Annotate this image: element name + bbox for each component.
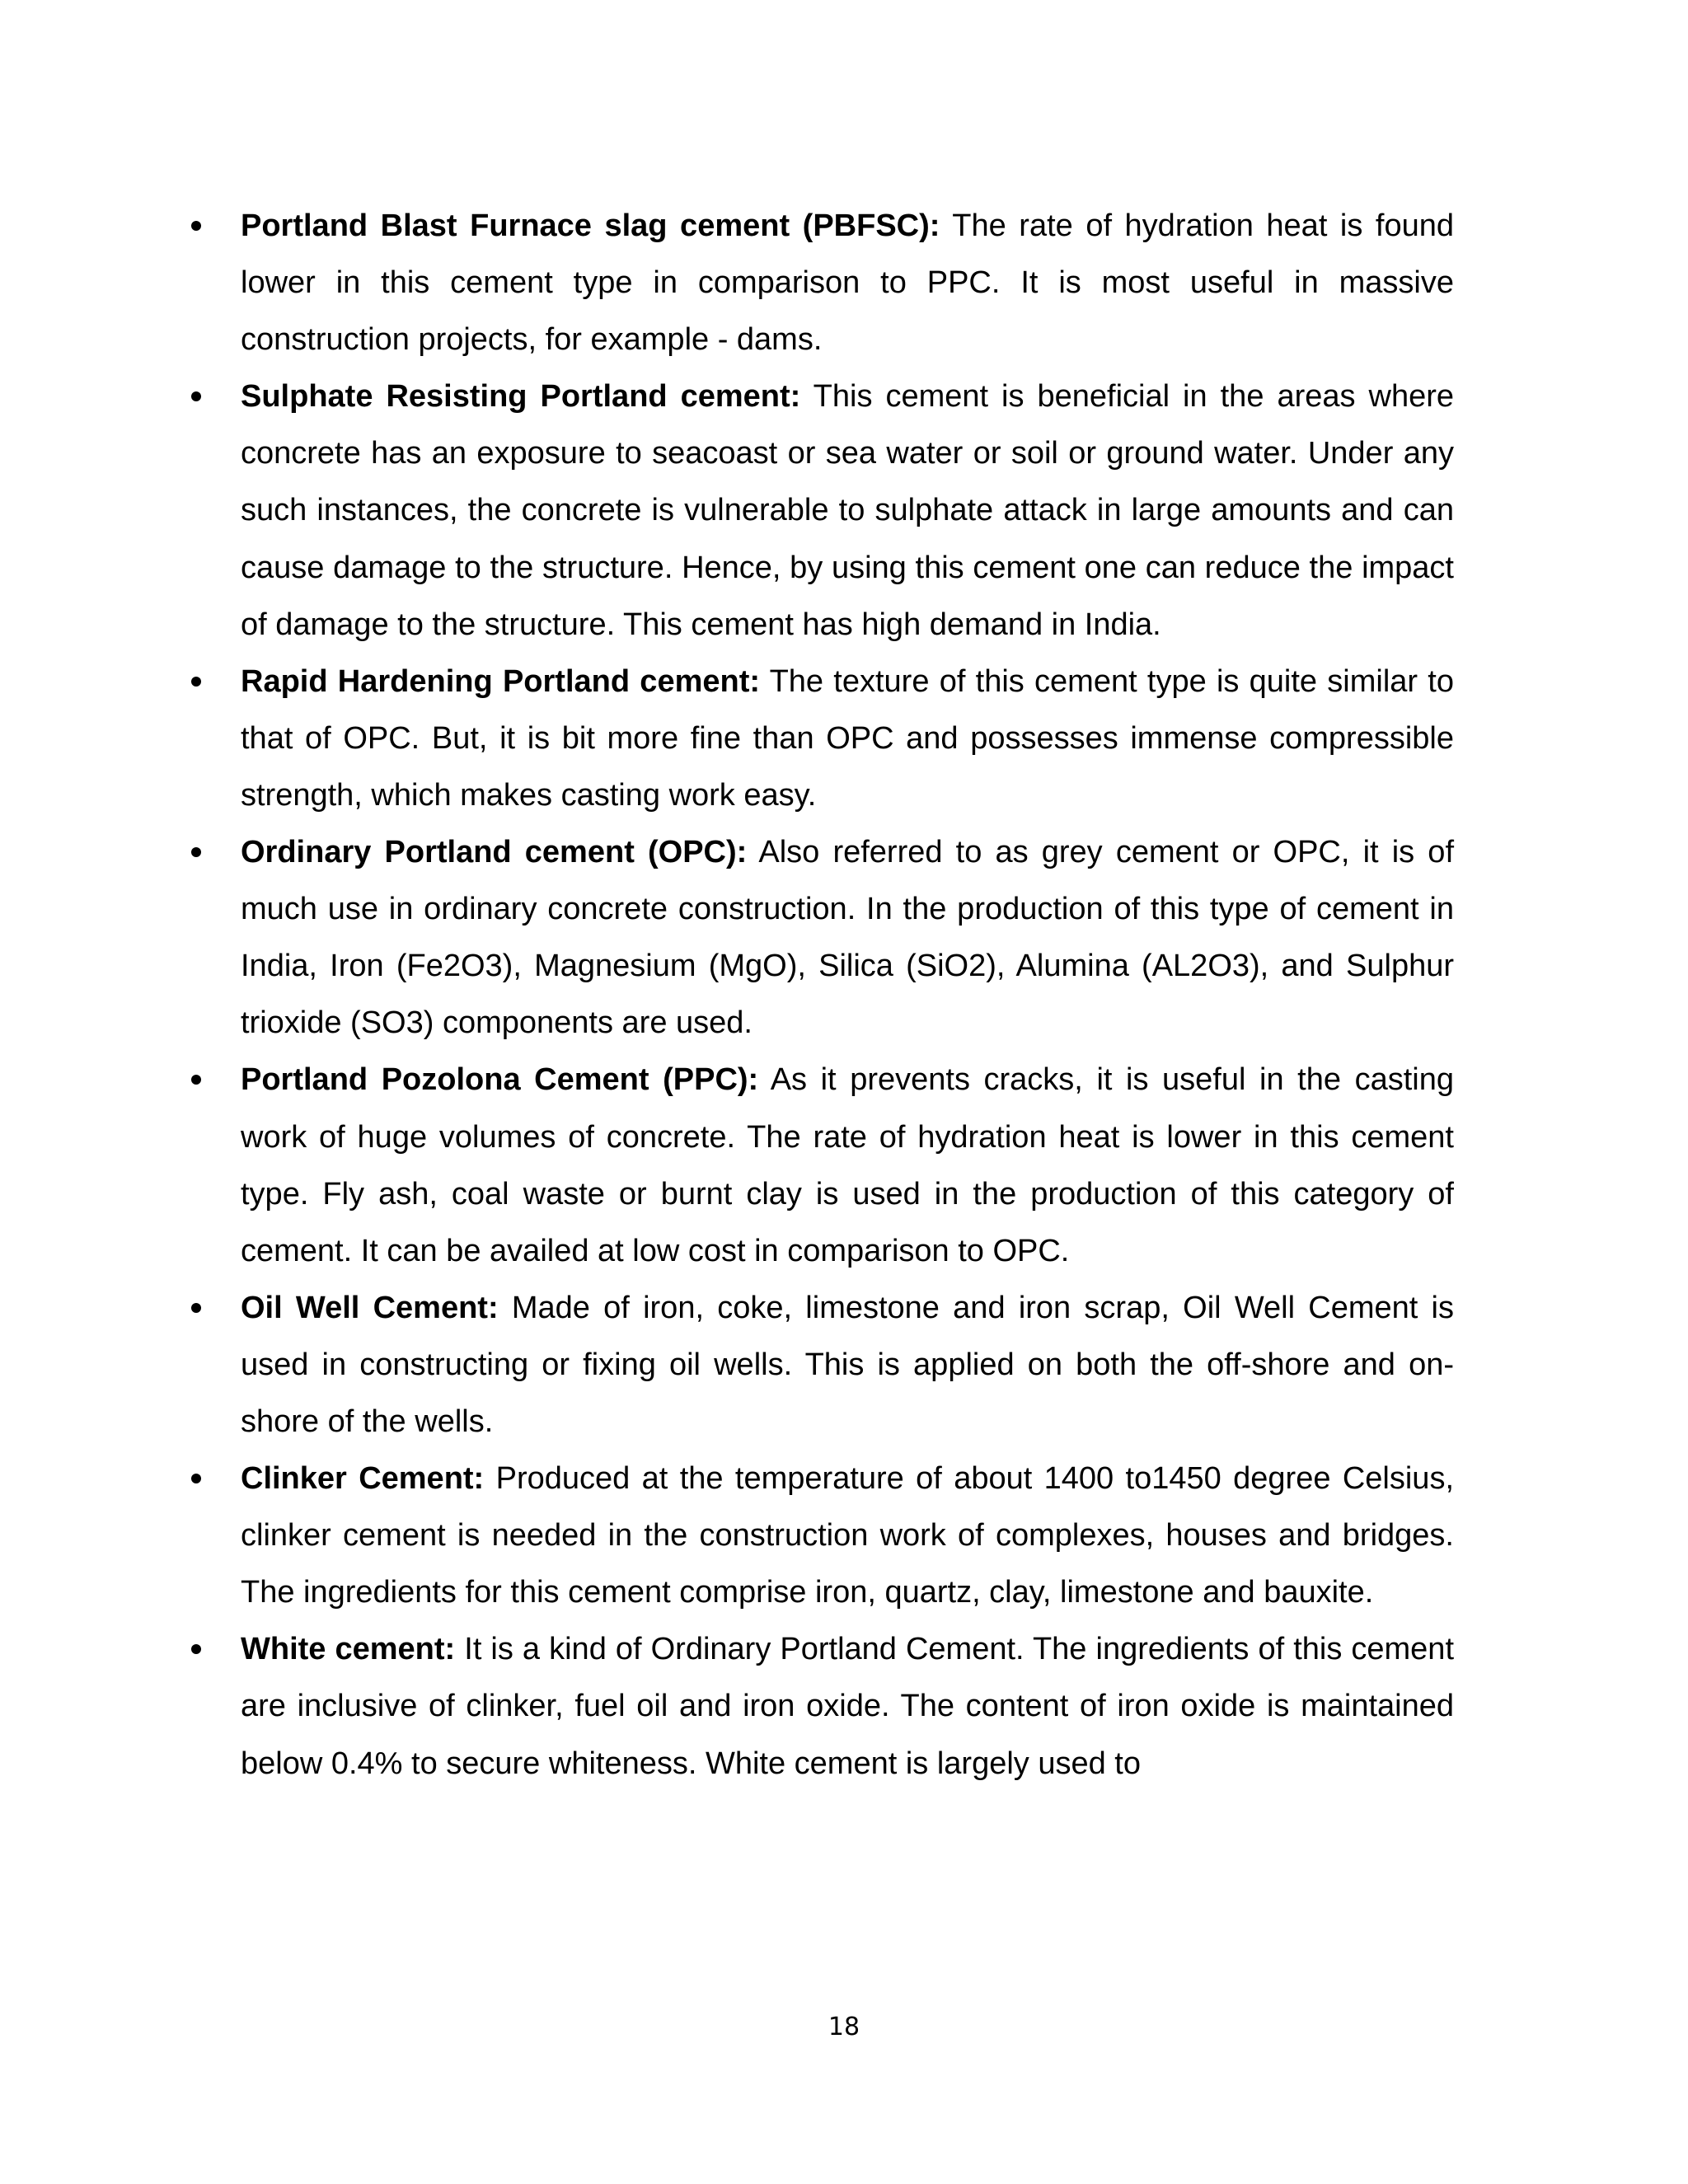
list-item-ppc	[183, 1052, 1454, 1279]
list-item-clinker	[183, 1451, 1454, 1621]
term-white-cement: White cement:	[241, 1632, 456, 1667]
description-sulphate-resisting: This cement is beneficial in the areas where concrete has an exposure to seacoast or sea water or soil or ground water. Under any such instances, the concrete is vulnerable to sulphate attack in large amounts and can cause damage to the structure. Hence, by using this cement one can reduce the impact of damage to the structure. This cement has high demand in India.	[241, 379, 1455, 642]
bullet-icon	[191, 847, 201, 857]
list-item-opc	[183, 824, 1454, 1052]
description-ppc: As it prevents cracks, it is useful in the casting work of huge volumes of concrete. The rate of hydration heat is lower in this cement type. Fly ash, coal waste or burnt clay is used in the production of this category of cement. It can be availed at low cost in comparison to OPC.	[241, 1062, 1454, 1268]
description-white-cement: It is a kind of Ordinary Portland Cement. The ingredients of this cement are inclusive of clinker, fuel oil and iron oxide. The content of iron oxide is maintained below 0.4% to secure whiteness. White cement is largely used to	[241, 1632, 1454, 1781]
bullet-icon	[191, 1644, 201, 1654]
bullet-icon	[191, 391, 201, 401]
term-oil-well: Oil Well Cement:	[241, 1290, 499, 1325]
cement-types-list	[183, 198, 1454, 1793]
description-oil-well: Made of iron, coke, limestone and iron scrap, Oil Well Cement is used in constructing or fixing oil wells. This is applied on both the off-shore and on-shore of the wells.	[241, 1290, 1454, 1439]
description-pbfsc: The rate of hydration heat is found lower in this cement type in comparison to PPC. It is most useful in massive construction projects, for example - dams.	[241, 209, 1454, 358]
list-item-white-cement	[183, 1621, 1454, 1792]
list-item-pbfsc	[183, 198, 1454, 368]
bullet-icon	[191, 677, 201, 687]
list-item-sulphate-resisting	[183, 368, 1454, 653]
term-sulphate-resisting: Sulphate Resisting Portland cement:	[241, 379, 801, 415]
term-ppc: Portland Pozolona Cement (PPC):	[241, 1062, 759, 1098]
list-item-oil-well	[183, 1280, 1454, 1451]
description-opc: Also referred to as grey cement or OPC, it is of much use in ordinary concrete construction. In the production of this type of cement in India, Iron (Fe2O3), Magnesium (MgO), Silica (SiO2), Alumina (AL2O3), and Sulphur trioxide (SO3) components are used.	[241, 835, 1454, 1041]
term-clinker: Clinker Cement:	[241, 1461, 485, 1497]
page-number: 18	[828, 2013, 860, 2041]
list-item-rapid-hardening	[183, 654, 1454, 824]
term-opc: Ordinary Portland cement (OPC):	[241, 835, 748, 870]
term-pbfsc: Portland Blast Furnace slag cement (PBFSC):	[241, 209, 940, 243]
description-rapid-hardening: The texture of this cement type is quite similar to that of OPC. But, it is bit more fine than OPC and possesses immense compressible strength, which makes casting work easy.	[241, 663, 1454, 813]
bullet-icon	[191, 1474, 201, 1483]
bullet-icon	[191, 1303, 201, 1313]
term-rapid-hardening: Rapid Hardening Portland cement:	[241, 663, 761, 699]
bullet-icon	[191, 1075, 201, 1085]
bullet-icon	[191, 221, 201, 231]
description-clinker: Produced at the temperature of about 1400 to1450 degree Celsius, clinker cement is needed in the construction work of complexes, houses and bridges. The ingredients for this cement comprise iron, quartz, clay, limestone and bauxite.	[241, 1461, 1454, 1610]
